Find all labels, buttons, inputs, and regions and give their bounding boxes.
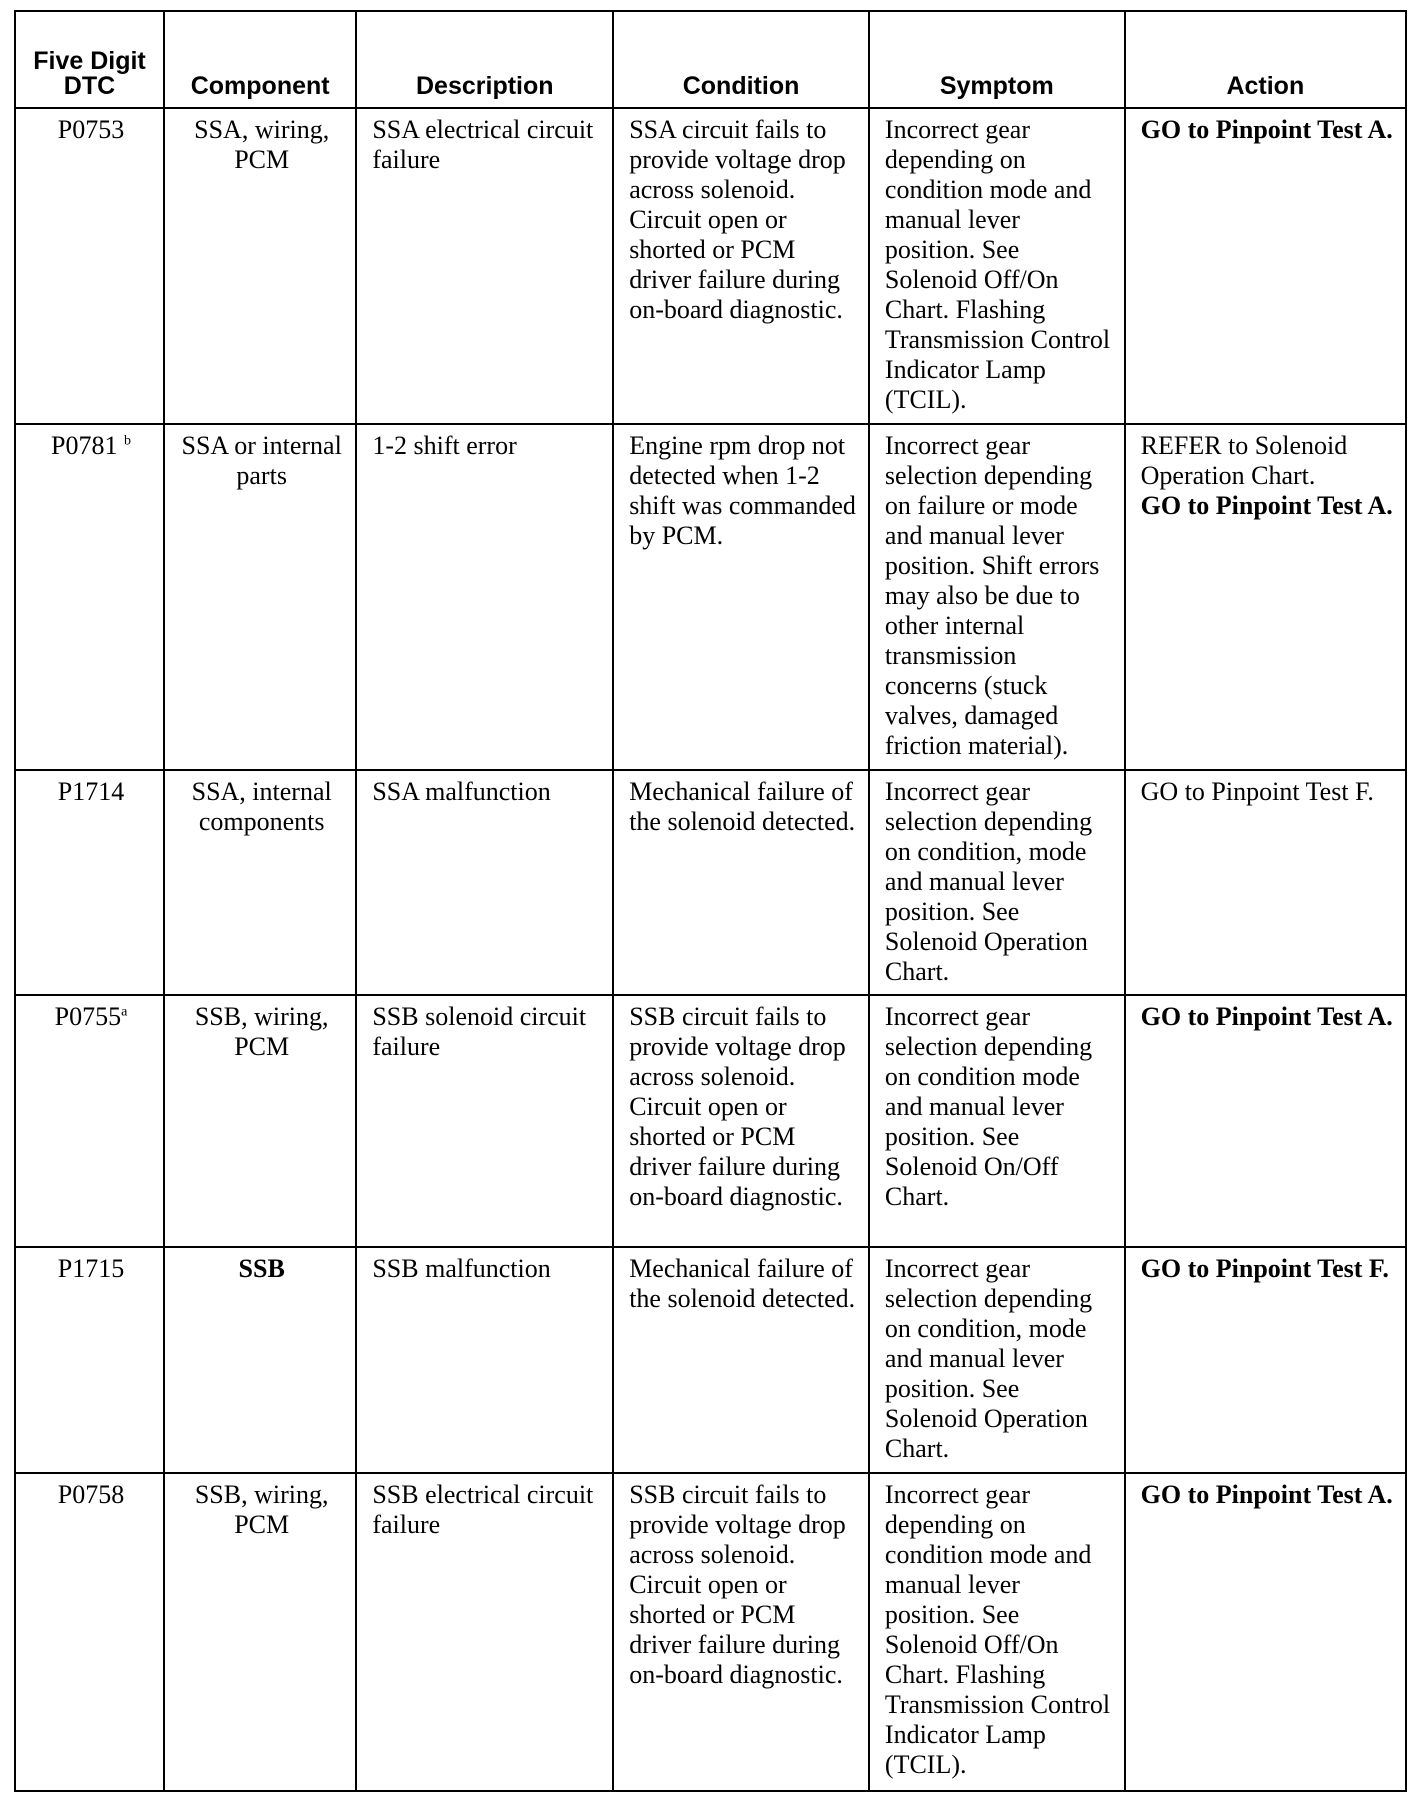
dtc-code: P0781: [51, 431, 118, 460]
action-cell: [1125, 1247, 1406, 1473]
description-cell: SSA electrical circuit failure: [356, 108, 613, 424]
symptom-cell: Incorrect gear selection depending on failure or mode and manual lever position. Shift errors may also be due to other internal transmission concerns (stuck valves, damaged friction material).: [869, 424, 1125, 770]
symptom-cell: Incorrect gear depending on condition mode and manual lever position. See Solenoid Off/On Chart. Flashing Transmission Control Indicator Lamp (TCIL).: [869, 1473, 1125, 1791]
header-description: Description: [356, 11, 613, 108]
symptom-cell: Incorrect gear depending on condition mode and manual lever position. See Solenoid Off/On Chart. Flashing Transmission Control Indicator Lamp (TCIL).: [869, 108, 1125, 424]
component-cell: SSB, wiring, PCM: [164, 995, 356, 1247]
dtc-code: P1714: [57, 777, 125, 806]
dtc-footnote: a: [121, 1004, 128, 1020]
dtc-cell: [15, 424, 164, 770]
condition-cell: Engine rpm drop not detected when 1-2 shift was commanded by PCM.: [613, 424, 869, 770]
table-row: [15, 108, 1406, 424]
table-row: [15, 995, 1406, 1247]
action-cell: [1125, 424, 1406, 770]
action-emphasis: GO to Pinpoint Test A.: [1140, 1002, 1393, 1031]
description-cell: SSB malfunction: [356, 1247, 613, 1473]
dtc-footnote: b: [123, 433, 131, 449]
header-row: [15, 11, 1406, 108]
table-row: [15, 424, 1406, 770]
dtc-cell: [15, 770, 164, 995]
description-cell: SSB electrical circuit failure: [356, 1473, 613, 1791]
action-emphasis: GO to Pinpoint Test A.: [1140, 1480, 1393, 1509]
table-row: [15, 770, 1406, 995]
header-condition: Condition: [613, 11, 869, 108]
table-row: [15, 1247, 1406, 1473]
description-cell: 1-2 shift error: [356, 424, 613, 770]
action-cell: [1125, 995, 1406, 1247]
condition-cell: SSA circuit fails to provide voltage drop across solenoid. Circuit open or shorted or PCM driver failure during on-board diagnostic.: [613, 108, 869, 424]
action-text: GO to Pinpoint Test F.: [1140, 777, 1374, 806]
condition-cell: Mechanical failure of the solenoid detected.: [613, 1247, 869, 1473]
dtc-cell: [15, 108, 164, 424]
dtc-code: P1715: [57, 1254, 125, 1283]
symptom-cell: Incorrect gear selection depending on condition mode and manual lever position. See Solenoid On/Off Chart.: [869, 995, 1125, 1247]
table-row: [15, 1473, 1406, 1791]
symptom-cell: Incorrect gear selection depending on condition, mode and manual lever position. See Solenoid Operation Chart.: [869, 1247, 1125, 1473]
condition-cell: SSB circuit fails to provide voltage drop across solenoid. Circuit open or shorted or PCM driver failure during on-board diagnostic.: [613, 995, 869, 1247]
component-cell: SSA or internal parts: [164, 424, 356, 770]
dtc-table: [14, 10, 1407, 1792]
dtc-code: P0755: [54, 1002, 122, 1031]
action-text: REFER to Solenoid Operation Chart.: [1140, 431, 1348, 490]
action-emphasis: GO to Pinpoint Test A.: [1140, 115, 1393, 144]
component-cell: SSA, wiring, PCM: [164, 108, 356, 424]
component-cell: SSB, wiring, PCM: [164, 1473, 356, 1791]
dtc-cell: [15, 995, 164, 1247]
action-emphasis: GO to Pinpoint Test F.: [1140, 1254, 1389, 1283]
dtc-code: P0758: [57, 1480, 125, 1509]
header-symptom: Symptom: [869, 11, 1125, 108]
action-cell: [1125, 1473, 1406, 1791]
component-cell: SSA, internal components: [164, 770, 356, 995]
header-dtc: Five Digit DTC: [15, 11, 164, 108]
condition-cell: SSB circuit fails to provide voltage drop across solenoid. Circuit open or shorted or PCM driver failure during on-board diagnostic.: [613, 1473, 869, 1791]
action-emphasis: GO to Pinpoint Test A.: [1140, 491, 1393, 520]
header-component: Component: [164, 11, 356, 108]
description-cell: SSA malfunction: [356, 770, 613, 995]
dtc-cell: [15, 1247, 164, 1473]
header-action: Action: [1125, 11, 1406, 108]
description-cell: SSB solenoid circuit failure: [356, 995, 613, 1247]
dtc-code: P0753: [57, 115, 125, 144]
symptom-cell: Incorrect gear selection depending on condition, mode and manual lever position. See Solenoid Operation Chart.: [869, 770, 1125, 995]
condition-cell: Mechanical failure of the solenoid detected.: [613, 770, 869, 995]
action-cell: [1125, 770, 1406, 995]
dtc-cell: [15, 1473, 164, 1791]
component-cell: SSB: [164, 1247, 356, 1473]
action-cell: [1125, 108, 1406, 424]
